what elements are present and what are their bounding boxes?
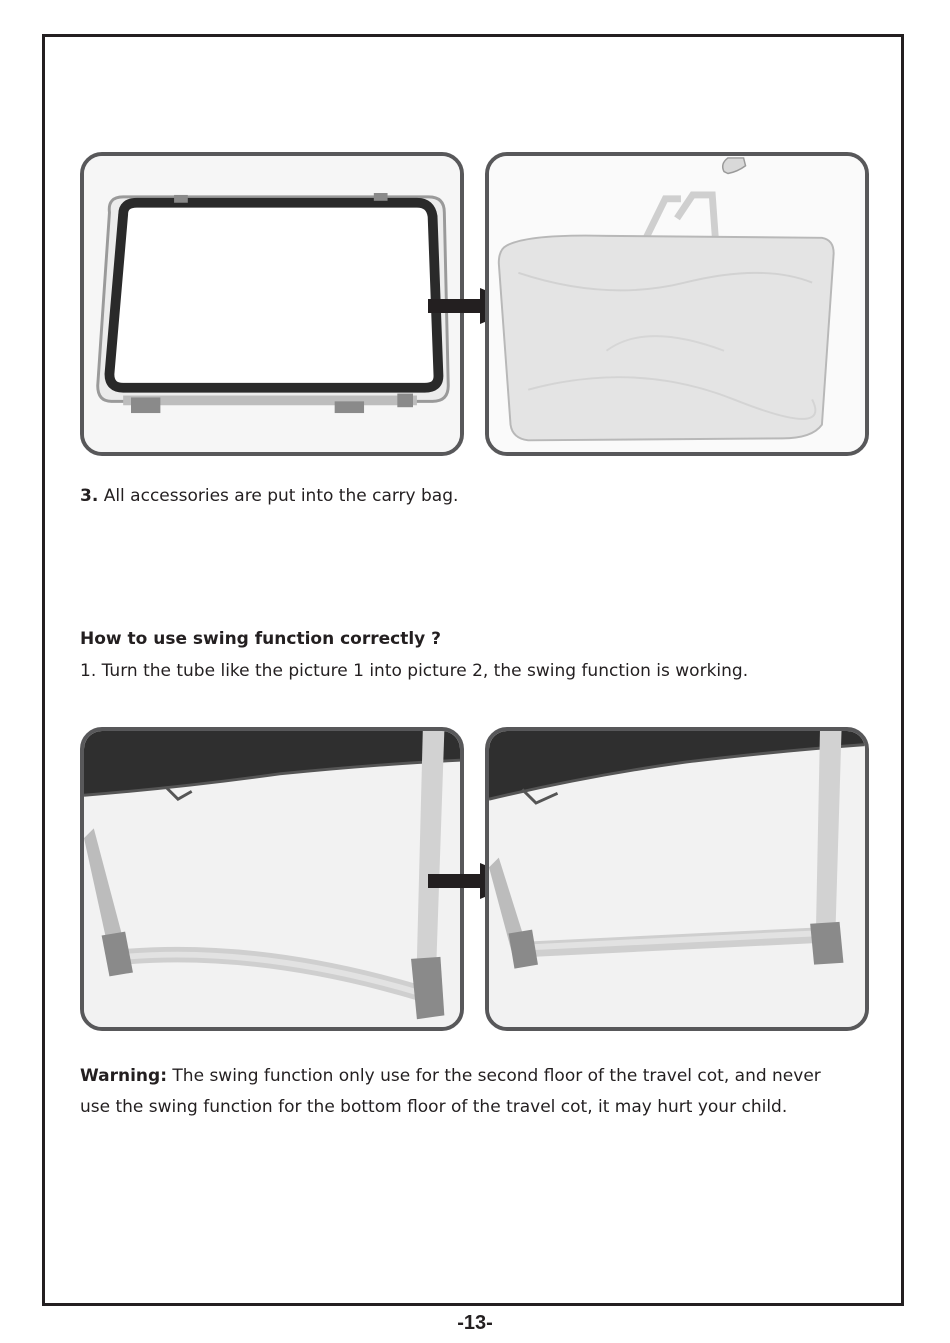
swing-heading: How to use swing function correctly ? — [80, 629, 442, 649]
photo-carry-bag — [485, 152, 869, 456]
step-3-text — [80, 481, 458, 512]
photo-tube-straight — [485, 727, 869, 1031]
warning-line-2: use the swing function for the bottom floor of the travel cot, it may hurt your child. — [80, 1097, 788, 1117]
photo-folded-frame — [80, 152, 464, 456]
page-number: -13- — [457, 1312, 493, 1334]
step-description: All accessories are put into the carry bag. — [98, 486, 459, 506]
photo-tube-curved — [80, 727, 464, 1031]
warning-label: Warning: — [80, 1066, 168, 1086]
warning-line-1: The swing function only use for the second floor of the travel cot, and never — [167, 1066, 821, 1086]
step-number: 3. — [80, 486, 99, 506]
warning-text — [80, 1061, 870, 1123]
swing-instruction: 1. Turn the tube like the picture 1 into picture 2, the swing function is working. — [80, 661, 749, 681]
